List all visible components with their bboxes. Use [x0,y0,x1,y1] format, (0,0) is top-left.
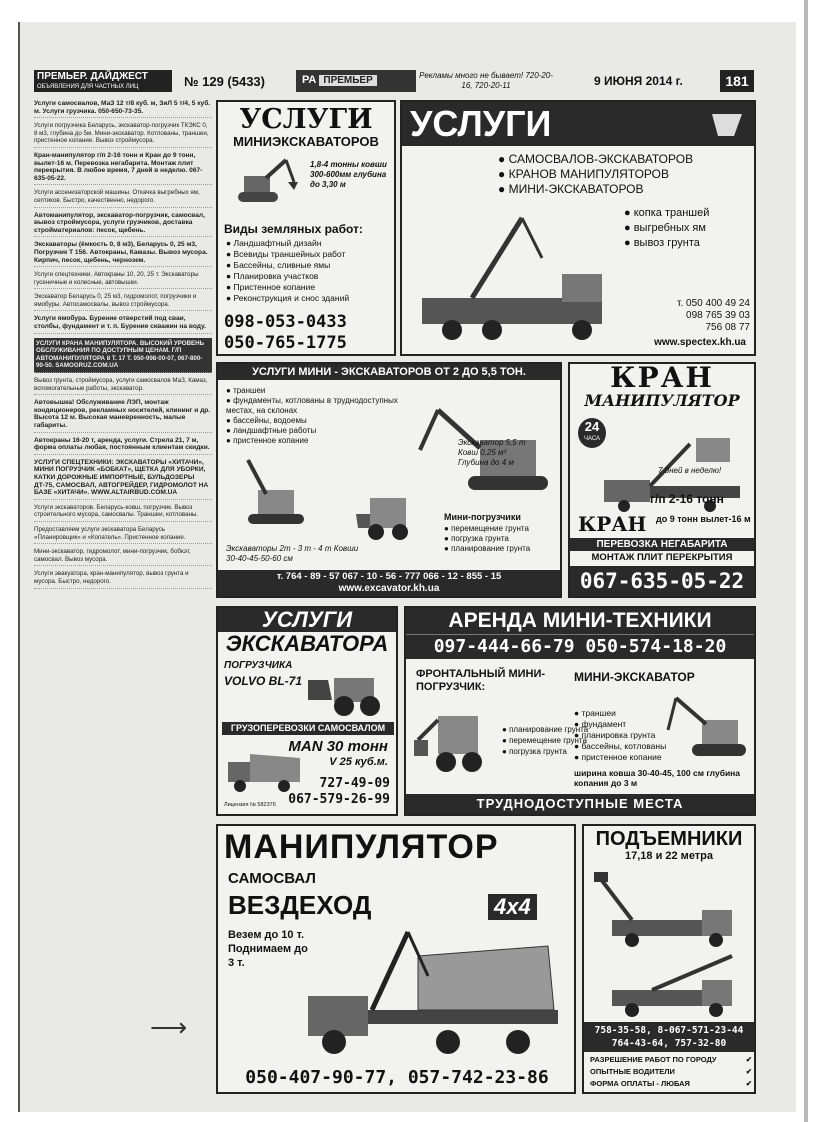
agency-slogan: Рекламы много не бывает! 720-20-16, 720-20-11 [419,71,553,90]
list-item: ● перемещение грунта [502,735,588,746]
ad8-title: ПОДЪЕМНИКИ [595,828,743,850]
ad6-spec: ширина ковша 30-40-45, 100 см глубина копания до 3 м [574,768,741,788]
list-item: ● ландшафтные работы [226,426,416,436]
checkmark-icon: ✔ [745,1079,752,1088]
list-item: ● Ландшафтный дизайн [226,238,394,249]
ad1-works-list [226,238,394,304]
list-item: ● Пристенное копание [226,282,394,293]
ad5-subtitle: ЭКСКАВАТОРА [225,631,389,656]
ad6-footer: ТРУДНОДОСТУПНЫЕ МЕСТА [406,794,754,814]
ad4-phone: 067-635-05-22 [570,566,754,596]
list-item: ● траншеи [574,708,666,719]
list-item: ● Всевиды траншейных работ [226,249,394,260]
classified-ad: Услуги ассенизаторской машины. Откачка выгребных ям, септиков. Быстро, качественно, недорого. [34,189,212,207]
check-item [590,1078,752,1090]
ad3-phones: т. 764 - 89 - 57 067 - 10 - 56 - 777 066 - 12 - 855 - 15 [276,571,502,582]
wheel-loader-icon [304,660,394,720]
skid-loader-icon [354,484,424,544]
list-item: ● траншеи [226,386,416,396]
ad8-phones [584,1022,754,1052]
newspaper-page [18,22,796,1112]
ad5-line3: V 25 куб.м. [329,756,388,768]
check-item [590,1066,752,1078]
ad-excavator-volvo [216,606,398,816]
ad4-hours-label: ЧАСА [583,436,601,442]
classified-ad: Автоманипулятор, экскаватор-погрузчик, самосвал, вывоз строймусора, услуги грузчиков, доставка стройматериалов: песок, щебень. [34,212,212,238]
ad3-title: УСЛУГИ МИНИ - ЭКСКАВАТОРОВ ОТ 2 ДО 5,5 ТОН. [218,364,560,380]
checkmark-icon: ✔ [745,1055,752,1064]
ad8-heights: 17,18 и 22 метра [624,850,714,862]
ad7-drive: 4х4 [488,894,537,920]
ad4-kran2: КРАН [578,512,647,536]
ad6-loader-title: ФРОНТАЛЬНЫЙ МИНИ-ПОГРУЗЧИК: [416,668,546,693]
classified-ad: Услуги спецтехники. Автокраны 10, 20, 25 т. Экскаваторы гусеничные и колесные, автовышки. [34,271,212,289]
small-excavator-icon [238,454,318,534]
classified-ad: Экскаваторы (ёмкость 0, 8 м3), Беларусь 0, 25 м3, Погрузчик Т 156. Автокраны, Камазы. Вывоз мусора. Кирпич, песок, щебень, чернозем. [34,241,212,267]
manipulator-truck-icon [298,926,568,1056]
ad1-specs: 1,8-4 тонны ковши 300-600мм глубина до 3,30 м [310,160,387,189]
ad2-works-list [624,206,709,251]
classified-ad: Кран-манипулятор г/п 2-16 тонн и Кран до 9 тонн, вылет-16 м. Перевозка негабарита. Монтаж плит перекрытия. В любое время, 7 дней в неделю. 067-635-05-22. [34,152,212,185]
ad3-list [226,386,416,446]
classified-ad: Услуги ямобура. Бурение отверстий под сваи, столбы, фундамент и т. п. Бурение скважин на воду. [34,315,212,333]
list-item: ● перемещение грунта [444,524,530,534]
ad7-sub: САМОСВАЛ [228,870,316,887]
list-item: ● погрузка грунта [444,534,530,544]
ad-crane-manipulator [568,362,756,598]
crane-truck-icon [412,198,612,348]
list-item: ● бассейны, водоемы [226,416,416,426]
phone: т. 050 400 49 24 [677,298,750,309]
list-item: ● выгребных ям [624,221,709,236]
ad1-phone-1: 098-053-0433 [224,312,347,332]
publication-logo [34,70,172,92]
ad-mini-excavators [216,100,396,356]
classified-ad: Услуги погрузчика Беларусь, экскаватор-погрузчик ТКЭКС 0, 8 м3, глубина до 5м. Мини-экскаватор. Котлованы, траншеи, пристенное копание. Вывоз строймусора. [34,122,212,148]
classified-ad: Автовышка! Обслуживание ЛЭП, монтаж кондиционеров, рекламных носителей, клининг и др. Высота 12 м. Высокая маневренность, малые габариты. [34,399,212,432]
aerial-lift-truck-2-icon [592,950,750,1020]
ad-manipulator-4x4 [216,824,576,1094]
ad1-phone-2: 050-765-1775 [224,333,347,353]
ad4-line2: МОНТАЖ ПЛИТ ПЕРЕКРЫТИЯ [591,552,733,563]
ad-mini-tech-rent [404,606,756,816]
list-item: ● бассейны, котлованы [574,741,666,752]
list-item: ● вывоз грунта [624,236,709,251]
ad8-checks [590,1054,752,1090]
excavator-icon [230,152,300,212]
ad2-services-list [498,152,752,197]
ad6-exc-list [574,708,666,763]
logo-main: ПРЕМЬЕР. ДАЙДЖЕСТ [37,71,148,82]
check-item-label: РАЗРЕШЕНИЕ РАБОТ ПО ГОРОДУ [590,1055,717,1064]
checkmark-icon: ✔ [745,1067,752,1076]
ad3-loader-title: Мини-погрузчики [444,512,521,522]
ad4-hours: 24 [584,419,600,434]
ad6-phones: 097-444-66-79 050-574-18-20 [406,634,754,659]
list-item: ● планирование грунта [444,544,530,554]
list-item: ● погрузка грунта [502,746,588,757]
ad5-phone-2: 067-579-26-99 [288,792,390,807]
excavator-icon [662,690,752,762]
classified-ad: Вывоз грунта, строймусора, услуги самосвалов МаЗ, Камаз, вспомогательные работы, экскаватор. [34,377,212,395]
classified-ad: Экскаватор Беларусь 0, 25 м3, гидромолот, погрузчики и ямобуры. Автосамосвалы, вывоз строймусора. [34,293,212,311]
list-item: ● МИНИ-ЭКСКАВАТОРОВ [498,182,752,197]
phone: 758-35-58, 8-067-571-23-44 [594,1025,744,1036]
ad4-line1: ПЕРЕВОЗКА НЕГАБАРИТА [570,538,754,551]
list-item: ● пристенное копание [226,436,416,446]
ad3-small-caption: Экскаваторы 2т - 3 т - 4 т Ковши 30-40-45-50-60 см [226,544,359,563]
ad5-line1: ГРУЗОПЕРЕВОЗКИ САМОСВАЛОМ [222,722,394,735]
list-item: ● пристенное копание [574,752,666,763]
ad7-load: Везем до 10 т. Поднимаем до 3 т. [228,929,308,969]
check-item-label: ОПЫТНЫЕ ВОДИТЕЛИ [590,1067,675,1076]
list-item: ● КРАНОВ МАНИПУЛЯТОРОВ [498,167,752,182]
classified-ad: УСЛУГИ КРАНА МАНИПУЛЯТОРА. ВЫСОКИЙ УРОВЕНЬ ОБСЛУЖИВАНИЯ ПО ДОСТУПНЫМ ЦЕНАМ. Г/П АВТОМАНИПУЛЯТОРА 8 Т. 17 Т. 050-998-00-07, 067-800-90-50. SAMOGRUZ.COM.UA [34,338,212,373]
ad2-site: www.spectex.kh.ua [654,337,746,348]
phone: 764-43-64, 757-32-80 [611,1038,727,1049]
classified-ad: Услуги самосвалов, МаЗ 12 т/8 куб. м, ЗиЛ 5 т/4, 5 куб. м. Услуги грузчика. 050-650-73-35. [34,100,212,118]
list-item: ● Бассейны, сливные ямы [226,260,394,271]
ad6-exc-title: МИНИ-ЭКСКАВАТОР [574,670,695,684]
list-item: ● Планировка участков [226,271,394,282]
ad3-exc-caption: Экскаватор 5,5 т Ковш 0,25 м³ Глубина до 4 м [458,438,526,467]
issue-number: № 129 (5433) [184,74,265,89]
ad3-loader-list [444,524,530,554]
classified-ad: Автокраны 16-20 т, аренда, услуги. Стрела 21, 7 м, форма оплаты любая, постоянным клиентам скидки. [34,437,212,455]
bucket-icon [708,108,748,142]
aerial-lift-truck-icon [592,870,750,950]
classified-ad: Мини-экскаватор, гидромолот, мини-погрузчик, бобкэт, самосвал. Вывоз мусора. [34,548,212,566]
classified-ad: УСЛУГИ СПЕЦТЕХНИКИ: ЭКСКАВАТОРЫ «ХИТАЧИ», МИНИ ПОГРУЗЧИК «БОБКАТ», ЩЕТКА ДЛЯ УБОРКИ, КАТКИ ДОРОЖНЫЕ ИМПОРТНЫЕ, БУЛЬДОЗЕРЫ ДТ-75, САМОСВАЛ, АВТОГРЕЙДЕР, ГИДРОМОЛОТ НА БАЗЕ «ХИТАЧИ». WWW.ALTAIRBUD.COM.UA [34,459,212,500]
ad4-subtitle: МАНИПУЛЯТОР [584,391,740,410]
phone: 756 08 77 [705,322,750,333]
logo-sub: ОБЪЯВЛЕНИЯ ДЛЯ ЧАСТНЫХ ЛИЦ [37,84,139,90]
ad4-days: 7 дней в неделю! [658,466,722,475]
list-item: ● планирование грунта [502,724,588,735]
page-number: 181 [720,70,754,92]
ad-services-spectex [400,100,756,356]
ad1-works-title: Виды земляных работ: [224,222,363,236]
ad3-footer [218,570,560,596]
classified-ad: Услуги эвакуатора, кран-манипулятор, вывоз грунта и мусора. Быстро, недорого. [34,570,212,588]
list-item: ● фундамент [574,719,666,730]
ad2-title: УСЛУГИ [402,102,754,146]
classified-ad: Предоставляем услуги экскаватора Беларусь «Планировщик» и «Копатель». Пристенное копание. [34,526,212,544]
check-item-label: ФОРМА ОПЛАТЫ - ЛЮБАЯ [590,1079,690,1088]
agency-name: ПРЕМЬЕР [319,75,376,86]
classifieds-column [34,100,212,1110]
ad7-phones: 050-407-90-77, 057-742-23-86 [245,1067,549,1088]
ad5-sub2: VOLVO BL-71 [224,674,303,688]
check-item [590,1054,752,1066]
list-item: ● фундаменты, котлованы в труднодоступных местах, на склонах [226,396,416,416]
classified-ad: Услуги экскаваторов. Беларусь-ковш, погрузчик. Вывоз строительного мусора, самосвалы. Траншеи, котлованы. [34,504,212,522]
ad1-title: УСЛУГИ [239,104,373,135]
page-header [34,70,794,96]
ad-excavator-kh [216,362,562,598]
issue-date: 9 ИЮНЯ 2014 г. [594,74,683,88]
ad5-phone-1: 727-49-09 [319,776,390,791]
ad7-vezdehod: ВЕЗДЕХОД [228,890,372,920]
ad5-line2: MAN 30 тонн [288,738,388,755]
ad4-title: КРАН [610,362,714,394]
ad5-title: УСЛУГИ [218,608,396,632]
agency-logo [296,70,416,92]
list-item: ● САМОСВАЛОВ-ЭКСКАВАТОРОВ [498,152,752,167]
ad7-title: МАНИПУЛЯТОР [224,828,499,866]
list-item: ● копка траншей [624,206,709,221]
skid-loader-icon [414,700,494,780]
ad2-phones [642,298,750,334]
scan-margin [18,0,808,24]
ad-lifts [582,824,756,1094]
ad4-capacity: г/п 2-16 тонн [650,492,724,506]
list-item: ● Реконструкция и снос зданий [226,293,394,304]
scan-edge [804,0,808,1122]
ad5-license: Лицензия № 582376 [224,802,276,808]
ad4-kran2-spec: до 9 тонн вылет-16 м [656,514,751,524]
list-item: ● планировка грунта [574,730,666,741]
ad3-site: www.excavator.kh.ua [338,583,440,594]
agency-ra: РА [302,74,317,86]
phone: 098 765 39 03 [686,310,750,321]
dump-truck-icon [224,748,304,794]
ad5-sub1: ПОГРУЗЧИКА [224,660,293,671]
ad1-subtitle: МИНИЭКСКАВАТОРОВ [233,134,379,149]
arrow-icon: ⟶ [150,1012,188,1042]
ad6-title: АРЕНДА МИНИ-ТЕХНИКИ [406,608,754,634]
